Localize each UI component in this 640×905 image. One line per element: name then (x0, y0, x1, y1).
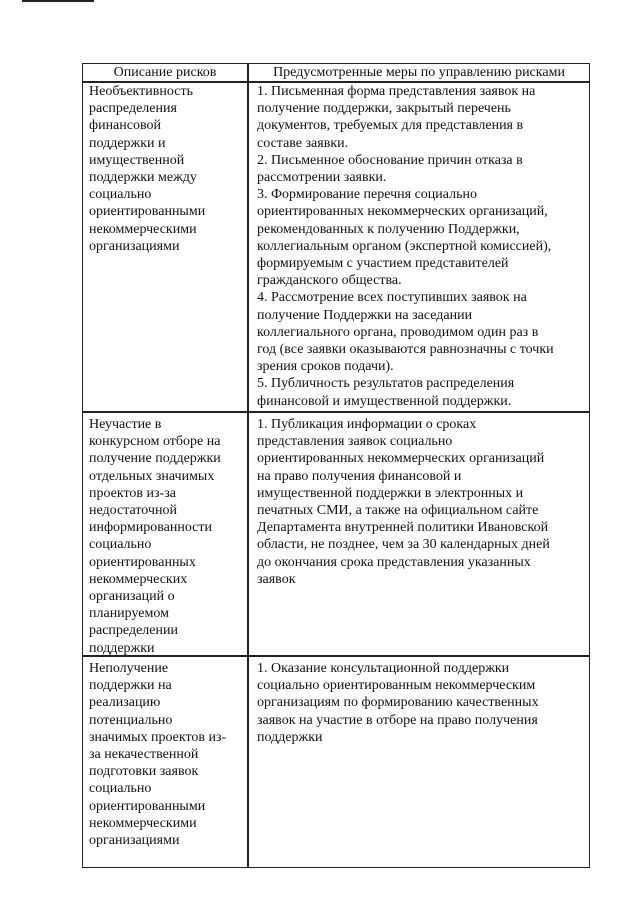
column-divider (247, 64, 249, 867)
text-line: социально (89, 537, 152, 553)
text-line: финансовой и имущественной поддержки. (257, 393, 512, 409)
text-line: год (все заявки оказываются равнозначны с точки (257, 342, 554, 358)
text-line: информированности (89, 520, 212, 536)
text-line: 1. Письменная форма представления заявок на (257, 84, 536, 99)
text-line: имущественной поддержки в электронных и (257, 485, 524, 501)
text-line: получение поддержки, закрытый перечень (257, 101, 511, 117)
text-line: 1. Публикация информации о сроках (257, 417, 477, 432)
text-line: подготовки заявок (89, 764, 199, 780)
text-line: поддержки (89, 640, 155, 656)
text-line: значимых проектов из- (89, 729, 227, 745)
text-line: зрения сроков подачи). (257, 359, 394, 375)
risk-cell-1 (89, 83, 243, 255)
row-divider (83, 411, 589, 413)
text-line: поддержки между (89, 170, 197, 186)
text-line: 5. Публичность результатов распределения (257, 376, 515, 392)
text-line: социально (89, 781, 152, 797)
text-line: организациями (89, 833, 180, 849)
text-line: Необъективность (89, 84, 193, 99)
measures-cell-2 (257, 416, 587, 588)
text-line: поддержки и (89, 135, 166, 151)
text-line: Неучастие в (89, 417, 162, 432)
risk-cell-2 (89, 416, 243, 657)
text-line: ориентированными (89, 204, 206, 220)
text-line: заявок на участие в отборе на право получения (257, 712, 538, 728)
header-measures: Предусмотренные меры по управлению рисками (273, 65, 565, 80)
measures-cell-3 (257, 660, 587, 746)
text-line: планируемом (89, 606, 169, 622)
text-line: 2. Письменное обоснование причин отказа в (257, 152, 523, 168)
text-line: некоммерческих (89, 571, 188, 587)
text-line: Департамента внутренней политики Ивановской (257, 520, 549, 536)
text-line: 3. Формирование перечня социально (257, 187, 477, 203)
text-line: реализацию (89, 695, 161, 711)
text-line: недостаточной (89, 503, 177, 519)
text-line: коллегиального органа, проводимом один раз в (257, 324, 539, 340)
text-line: некоммерческими (89, 221, 197, 237)
text-line: распределении (89, 623, 178, 639)
text-line: Неполучение (89, 661, 169, 676)
text-line: имущественной (89, 152, 185, 168)
text-line: поддержки на (89, 678, 172, 694)
text-line: на право получения финансовой и (257, 468, 462, 484)
text-line: до окончания срока представления указанных (257, 554, 531, 570)
text-line: социально ориентированным некоммерческим (257, 678, 536, 694)
text-line: документов, требуемых для представления в (257, 118, 524, 134)
text-line: гражданского общества. (257, 273, 402, 289)
text-line: получение Поддержки на заседании (257, 307, 473, 323)
text-line: финансовой (89, 118, 161, 134)
text-line: некоммерческими (89, 815, 197, 831)
text-line: распределения (89, 101, 177, 117)
text-line: ориентированных некоммерческих организаций (257, 451, 545, 467)
text-line: проектов из-за (89, 485, 176, 501)
text-line: заявок (257, 571, 296, 587)
risk-cell-3 (89, 660, 243, 849)
text-line: формируемым с участием представителей (257, 256, 509, 272)
text-line: 4. Рассмотрение всех поступивших заявок на (257, 290, 527, 306)
header-risk-description: Описание рисков (113, 65, 217, 80)
risk-management-table (82, 63, 590, 868)
text-line: рассмотрении заявки. (257, 170, 387, 186)
top-border-fragment (22, 0, 94, 2)
text-line: ориентированных некоммерческих организаций, (257, 204, 548, 220)
text-line: поддержки (257, 729, 323, 745)
text-line: организациями (89, 238, 180, 254)
text-line: получение поддержки (89, 451, 221, 467)
text-line: потенциально (89, 712, 173, 728)
text-line: организаций о (89, 589, 175, 605)
text-line: за некачественной (89, 747, 199, 763)
text-line: ориентированных (89, 554, 196, 570)
text-line: организациям по формированию качественных (257, 695, 539, 711)
text-line: коллегиальным органом (экспертной комиссией), (257, 238, 552, 254)
text-line: области, не позднее, чем за 30 календарных дней (257, 537, 550, 553)
text-line: печатных СМИ, а также на официальном сайте (257, 503, 539, 519)
text-line: социально (89, 187, 152, 203)
text-line: составе заявки. (257, 135, 349, 151)
text-line: отдельных значимых (89, 468, 215, 484)
text-line: ориентированными (89, 798, 206, 814)
text-line: конкурсном отборе на (89, 434, 221, 450)
measures-cell-1 (257, 83, 587, 410)
text-line: рекомендованных к получению Поддержки, (257, 221, 520, 237)
text-line: представления заявок социально (257, 434, 453, 450)
text-line: 1. Оказание консультационной поддержки (257, 661, 510, 676)
